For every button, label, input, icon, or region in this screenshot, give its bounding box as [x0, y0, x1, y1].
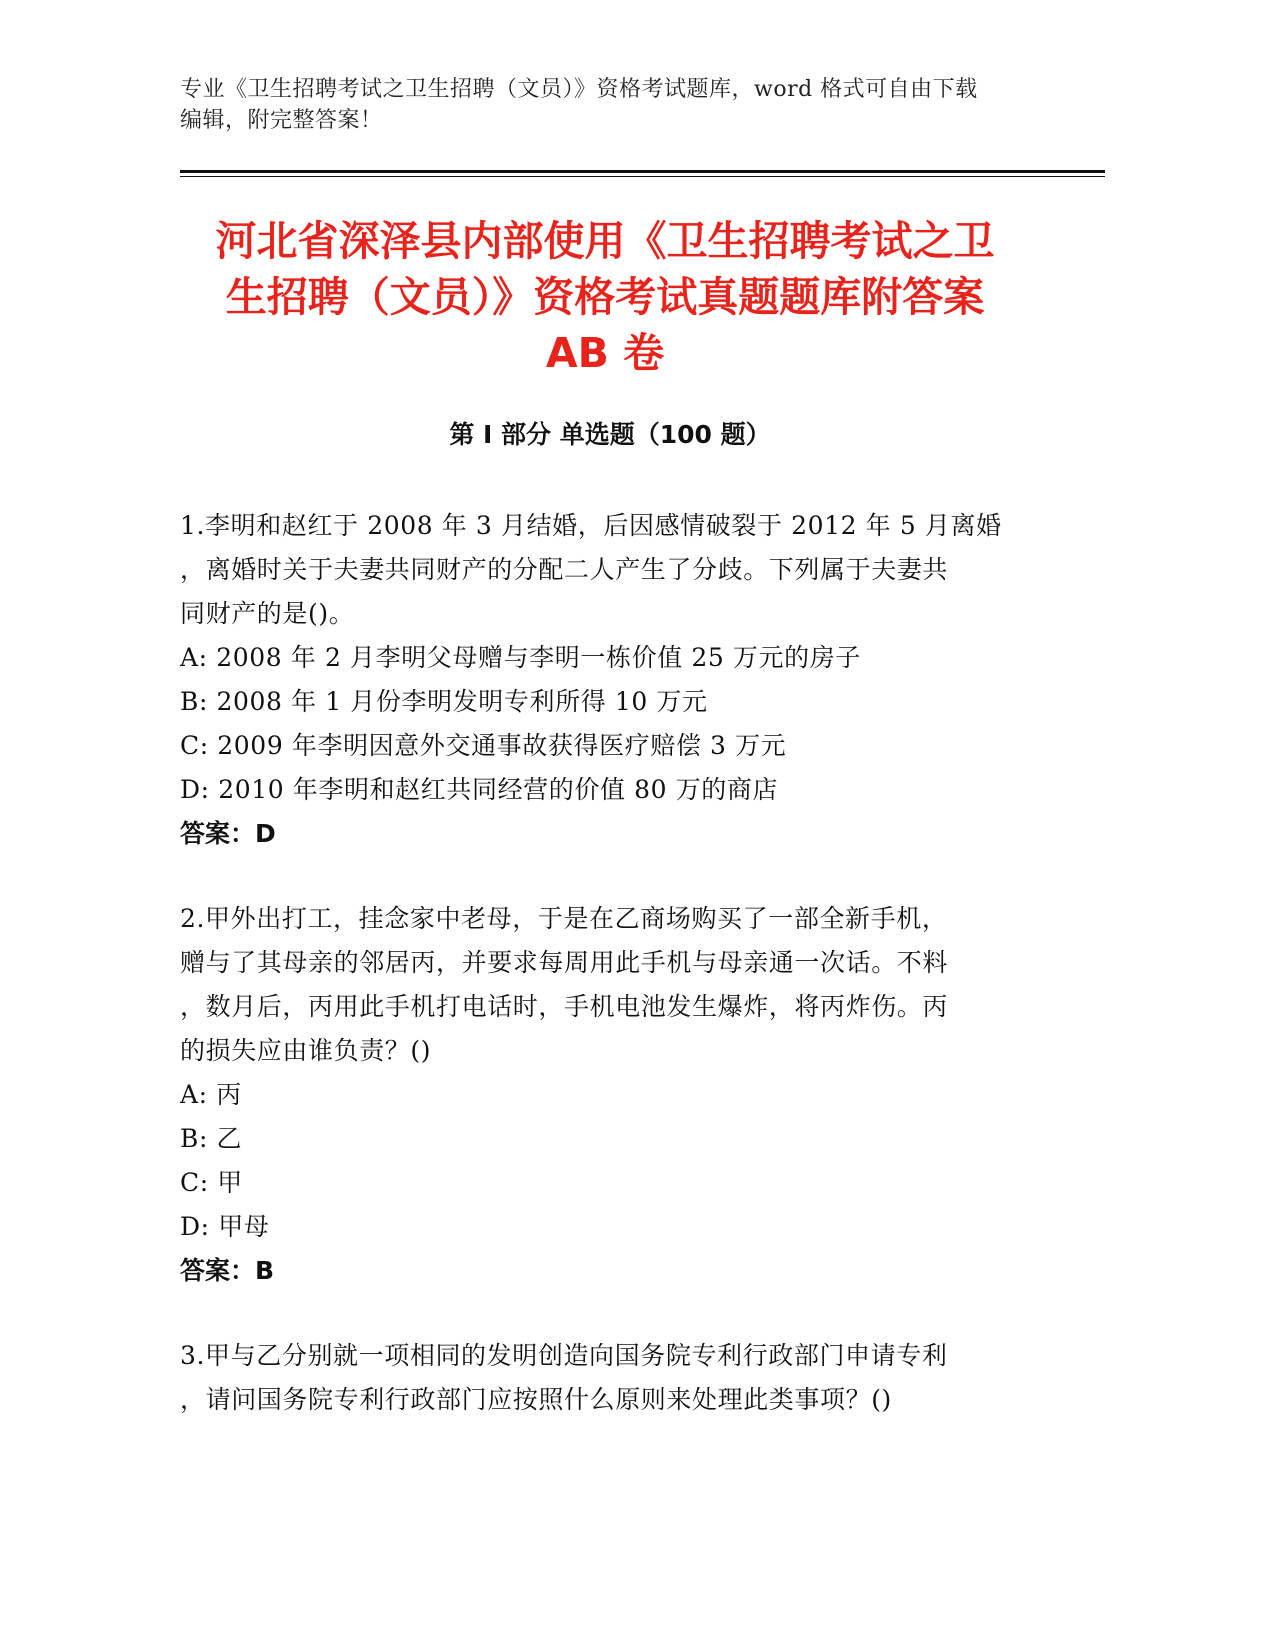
question-2 [180, 897, 1040, 1293]
question-2-text [180, 897, 1040, 1073]
title-line-2: 生招聘（文员）》资格考试真题题库附答案 [225, 273, 985, 321]
question-line: ，请问国务院专利行政部门应按照什么原则来处理此类事项？() [180, 1385, 892, 1414]
title-line-1: 河北省深泽县内部使用《卫生招聘考试之卫 [215, 217, 995, 265]
question-line: 同财产的是()。 [180, 599, 355, 628]
header-line-2: 编辑，附完整答案！ [180, 108, 383, 133]
question-1-option-a: A: 2008 年 2 月李明父母赠与李明一栋价值 25 万元的房子 [180, 643, 861, 672]
question-list [180, 504, 1040, 1463]
question-1-option-d: D: 2010 年李明和赵红共同经营的价值 80 万的商店 [180, 775, 779, 804]
page-header [180, 74, 1040, 136]
question-line: 1.李明和赵红于 2008 年 3 月结婚，后因感情破裂于 2012 年 5 月离婚 [180, 511, 1002, 540]
question-1-option-b: B: 2008 年 1 月份李明发明专利所得 10 万元 [180, 687, 708, 716]
question-line: 的损失应由谁负责？() [180, 1036, 432, 1065]
title-line-3: AB 卷 [545, 329, 665, 377]
question-1-answer: 答案：D [180, 819, 276, 848]
question-line: 3.甲与乙分别就一项相同的发明创造向国务院专利行政部门申请专利 [180, 1341, 948, 1370]
question-2-option-c: C: 甲 [180, 1168, 243, 1197]
document-title [170, 213, 1040, 381]
header-rule-thin [180, 176, 1105, 177]
question-1-option-c: C: 2009 年李明因意外交通事故获得医疗赔偿 3 万元 [180, 731, 787, 760]
question-line: ，离婚时关于夫妻共同财产的分配二人产生了分歧。下列属于夫妻共 [180, 555, 949, 584]
question-2-answer: 答案：B [180, 1256, 275, 1285]
header-rule-thick [180, 170, 1105, 173]
question-line: ，数月后，丙用此手机打电话时，手机电池发生爆炸，将丙炸伤。丙 [180, 992, 949, 1021]
section-title: 第 I 部分 单选题（100 题） [449, 420, 771, 449]
question-2-option-a: A: 丙 [180, 1080, 242, 1109]
question-2-option-d: D: 甲母 [180, 1212, 270, 1241]
header-line-1: 专业《卫生招聘考试之卫生招聘（文员）》资格考试题库，word 格式可自由下载 [180, 77, 978, 102]
question-1-text [180, 504, 1040, 636]
question-2-option-b: B: 乙 [180, 1124, 243, 1153]
question-line: 2.甲外出打工，挂念家中老母，于是在乙商场购买了一部全新手机， [180, 904, 948, 933]
question-3 [180, 1334, 1040, 1422]
question-3-text [180, 1334, 1040, 1422]
question-1 [180, 504, 1040, 856]
question-line: 赠与了其母亲的邻居丙，并要求每周用此手机与母亲通一次话。不料 [180, 948, 949, 977]
